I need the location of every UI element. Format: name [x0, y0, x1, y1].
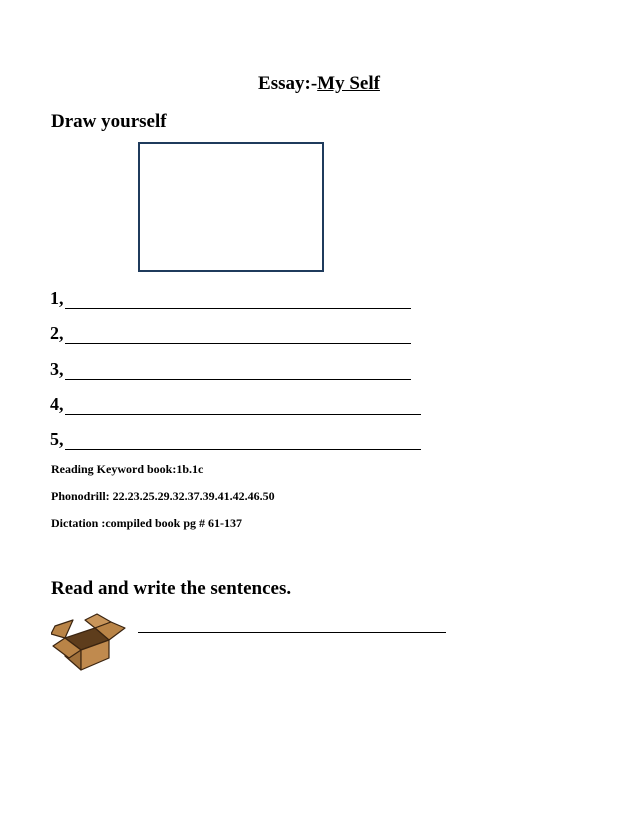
- answer-line-4[interactable]: [50, 394, 421, 415]
- draw-yourself-heading: Draw yourself: [51, 111, 167, 132]
- answer-line-label: 4,: [50, 394, 64, 414]
- answer-line-label: 5,: [50, 429, 64, 449]
- answer-line-3[interactable]: [50, 359, 411, 380]
- page-title: [0, 73, 638, 95]
- drawing-box[interactable]: [138, 142, 324, 272]
- answer-blank[interactable]: [65, 398, 421, 415]
- answer-blank[interactable]: [65, 327, 411, 344]
- reading-note: Reading Keyword book:1b.1c: [51, 462, 204, 476]
- answer-line-1[interactable]: [50, 288, 411, 309]
- answer-line-label: 3,: [50, 359, 64, 379]
- answer-line-5[interactable]: [50, 429, 421, 450]
- read-write-heading: Read and write the sentences.: [51, 578, 292, 599]
- answer-line-label: 1,: [50, 288, 64, 308]
- answer-blank[interactable]: [65, 363, 411, 380]
- answer-blank[interactable]: [65, 433, 421, 450]
- cardboard-box-icon: [51, 612, 127, 672]
- answer-line-label: 2,: [50, 323, 64, 343]
- sentence-write-line[interactable]: [138, 632, 446, 633]
- title-topic: My Self: [317, 73, 380, 94]
- answer-blank[interactable]: [65, 292, 411, 309]
- answer-line-2[interactable]: [50, 323, 411, 344]
- dictation-note: Dictation :compiled book pg # 61-137: [51, 516, 243, 530]
- title-prefix: Essay:-: [258, 73, 318, 94]
- phonodrill-note: Phonodrill: 22.23.25.29.32.37.39.41.42.46.50: [51, 489, 275, 503]
